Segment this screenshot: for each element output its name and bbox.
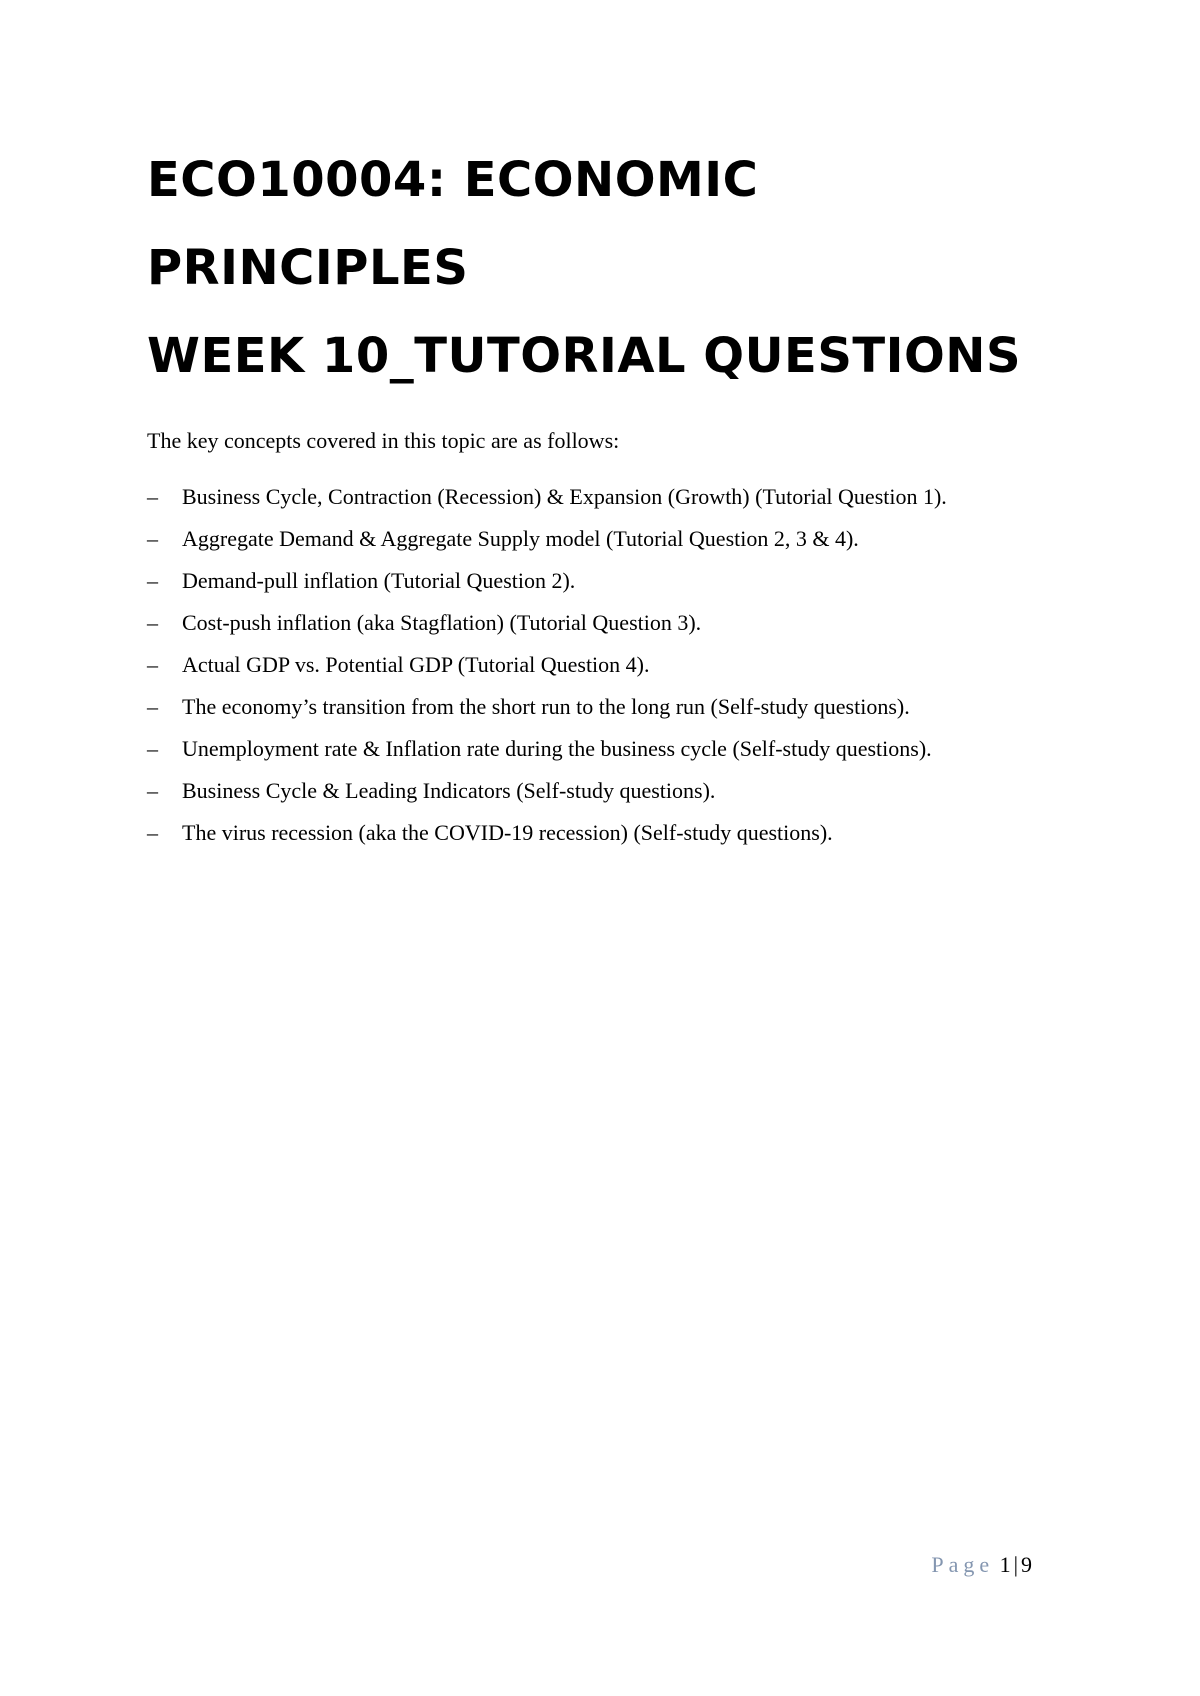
list-item-text: Actual GDP vs. Potential GDP (Tutorial Question 4). <box>182 652 650 677</box>
bullet-dash: – <box>147 568 158 593</box>
bullet-dash: – <box>147 610 158 635</box>
bullet-dash: – <box>147 526 158 551</box>
page-label: Page <box>931 1552 995 1577</box>
bullet-dash: – <box>147 820 158 845</box>
list-item-text: Cost-push inflation (aka Stagflation) (Tutorial Question 3). <box>182 610 702 635</box>
bullet-dash: – <box>147 694 158 719</box>
list-item-text: Aggregate Demand & Aggregate Supply model (Tutorial Question 2, 3 & 4). <box>182 526 859 551</box>
intro-text: The key concepts covered in this topic are as follows: <box>147 428 620 453</box>
total-pages-number: 9 <box>1021 1552 1032 1577</box>
list-item-text: The economy’s transition from the short run to the long run (Self-study questions). <box>182 694 910 719</box>
document-title <box>147 136 1067 400</box>
current-page-number: 1 <box>999 1552 1011 1577</box>
list-item-text: Demand-pull inflation (Tutorial Question 2). <box>182 568 576 593</box>
bullet-dash: – <box>147 652 158 677</box>
list-item-text: The virus recession (aka the COVID-19 recession) (Self-study questions). <box>182 820 833 845</box>
bullet-dash: – <box>147 778 158 803</box>
list-item-text: Unemployment rate & Inflation rate during the business cycle (Self-study questions). <box>182 736 932 761</box>
page-separator: | <box>1013 1552 1018 1577</box>
title-week: WEEK 10_TUTORIAL QUESTIONS <box>147 328 1022 384</box>
list-item-text: Business Cycle & Leading Indicators (Self-study questions). <box>182 778 716 803</box>
list-item-text: Business Cycle, Contraction (Recession) & Expansion (Growth) (Tutorial Question 1). <box>182 484 947 509</box>
bullet-dash: – <box>147 736 158 761</box>
bullet-dash: – <box>147 484 158 509</box>
page-footer <box>931 1550 1032 1580</box>
title-course-name: PRINCIPLES <box>147 240 469 296</box>
title-course-code: ECO10004: ECONOMIC <box>147 152 759 208</box>
